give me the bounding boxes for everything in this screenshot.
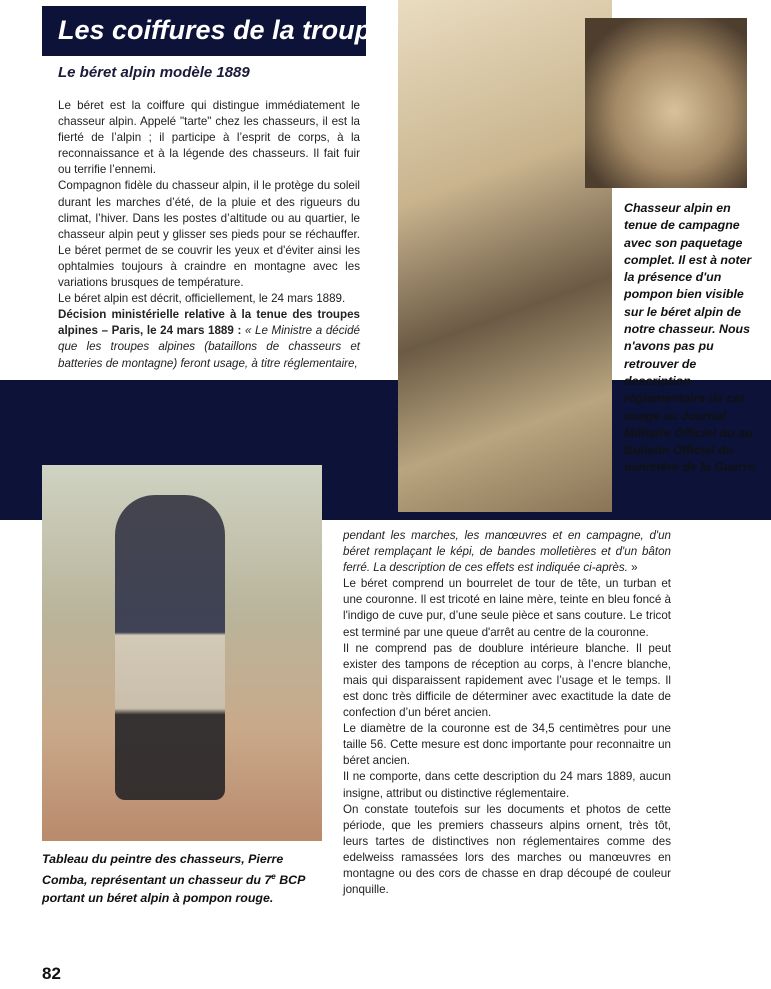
caption-superscript: e (271, 872, 276, 882)
section-subtitle: Le béret alpin modèle 1889 (58, 64, 250, 81)
decision-quote-continued (343, 528, 671, 576)
paragraph: Le béret est la coiffure qui distingue immédiatement le chasseur alpin. Appelé "tarte" chez les chasseurs, il est la fierté de l’alpin ; il participe à l’esprit de corps, à la reconnaissance et à la légende des chasseurs. Il fait fuir ou terrifie l’ennemi. (58, 99, 360, 177)
paragraph: Compagnon fidèle du chasseur alpin, il le protège du soleil durant les marches d’été, de la pluie et des rigueurs du climat, l’hiver. Dans les postes d’altitude ou au quartier, le chasseur alpin peut y glisser ses pieds pour se réchauffer. Le béret permet de se couvrir les yeux et d'éviter ainsi les ophtalmies toujours à craindre en montagne avec les variations brusques de température. (58, 179, 360, 290)
painting-caption (42, 851, 312, 907)
quote-close: » (627, 561, 638, 575)
text-column-1 (58, 98, 360, 372)
paragraph: Il ne comprend pas de doublure intérieure blanche. Il peut exister des tampons de réception au corps, à l’encre blanche, mais qui disparaissent rapidement avec l’usage et le temps. Il est donc très difficile de déterminer avec exactitude la date de confection d’un béret ancien. (343, 641, 671, 720)
page-title: Les coiffures de la troupe (42, 6, 366, 56)
chasseur-portrait-detail-photo (585, 18, 747, 188)
paragraph: Il ne comporte, dans cette description du 24 mars 1889, aucun insigne, attribut ou distinctive réglementaire. (343, 770, 671, 800)
painted-soldier-figure (115, 495, 225, 800)
caption-text: BCP portant un béret alpin à pompon rouge. (42, 873, 305, 905)
caption-text: Tableau du peintre des chasseurs, Pierre Comba, représentant un chasseur du 7 (42, 852, 284, 888)
paragraph: Le béret comprend un bourrelet de tour de tête, un turban et une couronne. Il est tricoté en laine mère, teinte en bleu foncé à l'indigo de cuve pur, d’une seule pièce et sans couture. Le tricot est terminé par une queue d'arrêt au centre de la couronne. (343, 577, 671, 639)
decision-paragraph (58, 307, 360, 371)
paragraph: On constate toutefois sur les documents et photos de cette période, que les premiers chasseurs alpins ornent, très tôt, leurs tartes de distinctives non réglementaires comme des edelweiss ramassées lors des marches ou manœuvres en montagne ou des cors de chasse en drap découpé de couleur jonquille. (343, 802, 671, 897)
page-number: 82 (42, 964, 61, 983)
quote-text: pendant les marches, les manœuvres et en campagne, d'un béret remplaçant le képi, de bandes molletières et d'un bâton ferré. La description de ces effets est indiquée ci-après. (343, 529, 671, 575)
paragraph: Le béret alpin est décrit, officiellement, le 24 mars 1889. (58, 292, 346, 306)
text-column-2 (343, 528, 671, 898)
decision-quote: « Le Ministre a décidé que les troupes alpines (bataillons de chasseurs et batteries de montagne) feront usage, à titre réglementaire, (58, 324, 360, 370)
photo-caption: Chasseur alpin en tenue de campagne avec son paquetage complet. Il est à noter la présence d'un pompon bien visible sur le béret alpin de notre chasseur. Nous n'avons pas pu retrouver de description réglementaire de cet usage au Journal Militaire Officiel ou au Bulletin Officiel du ministère de la Guerre. (624, 201, 759, 475)
chasseur-photo (398, 0, 612, 512)
paragraph: Le diamètre de la couronne est de 34,5 centimètres pour une taille 56. Cette mesure est donc importante pour reconnaitre un béret ancien. (343, 722, 671, 768)
decision-title: Décision ministérielle relative à la tenue des troupes alpines – Paris, le 24 mars 1889 : (58, 308, 360, 338)
